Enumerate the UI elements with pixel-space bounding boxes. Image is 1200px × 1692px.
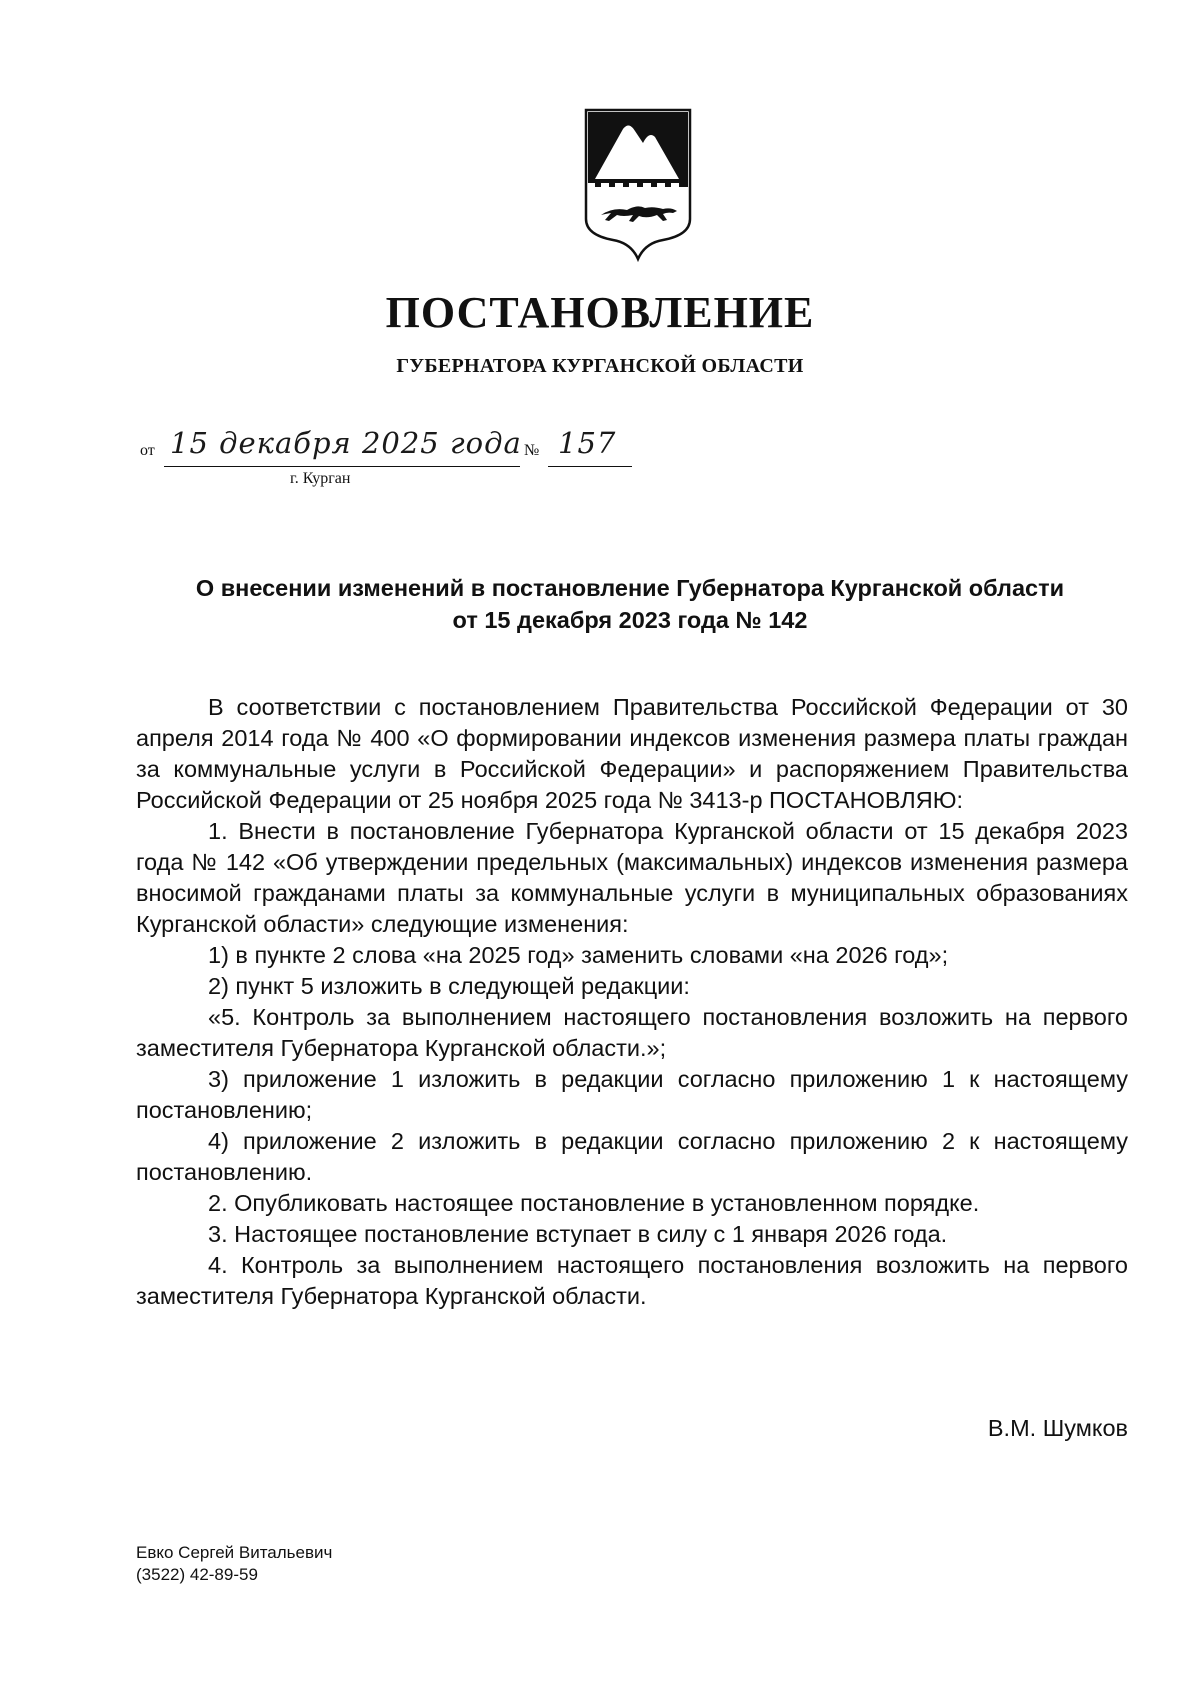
- document-title-line-2: от 15 декабря 2023 года № 142: [452, 607, 808, 633]
- coat-of-arms-icon: [583, 107, 693, 267]
- body-paragraph: 4) приложение 2 изложить в редакции согласно приложению 2 к настоящему постановлению.: [136, 1128, 1128, 1185]
- date-number-line: [140, 426, 740, 502]
- handwritten-date: 15 декабря 2025 года: [170, 426, 522, 460]
- contact-block: [136, 1542, 332, 1586]
- issuer-subheading: ГУБЕРНАТОРА КУРГАНСКОЙ ОБЛАСТИ: [396, 355, 804, 377]
- body-paragraph: 4. Контроль за выполнением настоящего постановления возложить на первого заместителя Губернатора Курганской области.: [136, 1252, 1128, 1309]
- body-paragraph: 3) приложение 1 изложить в редакции согласно приложению 1 к настоящему постановлению;: [136, 1066, 1128, 1123]
- body-paragraph: 2. Опубликовать настоящее постановление в установленном порядке.: [208, 1190, 980, 1216]
- body-paragraph: В соответствии с постановлением Правительства Российской Федерации от 30 апреля 2014 года № 400 «О формировании индексов изменения размера платы граждан за коммунальные услуги в Российской Федерации» и распоряжением Правительства Российской Федерации от 25 ноября 2025 года № 3413-р ПОСТАНОВЛЯЮ:: [136, 694, 1128, 813]
- document-title-line-1: О внесении изменений в постановление Губернатора Курганской области: [195, 575, 1065, 601]
- contact-phone: (3522) 42-89-59: [136, 1565, 258, 1584]
- body-paragraph: 1. Внести в постановление Губернатора Курганской области от 15 декабря 2023 года № 142 «Об утверждении предельных (максимальных) индексов изменения размера вносимой гражданами платы за коммунальные услуги в муниципальных образованиях Курганской области» следующие изменения:: [136, 818, 1128, 937]
- body-paragraph: 1) в пункте 2 слова «на 2025 год» заменить словами «на 2026 год»;: [208, 942, 949, 968]
- document-title: [135, 572, 1125, 636]
- date-underline: [164, 466, 520, 467]
- number-label: №: [524, 442, 540, 459]
- body-paragraph: 2) пункт 5 изложить в следующей редакции:: [208, 973, 690, 999]
- date-prefix-label: от: [140, 442, 155, 459]
- signatory-name: В.М. Шумков: [987, 1415, 1128, 1441]
- body-paragraph: «5. Контроль за выполнением настоящего постановления возложить на первого заместителя Губернатора Курганской области.»;: [136, 1004, 1128, 1061]
- body-paragraph: 3. Настоящее постановление вступает в силу с 1 января 2026 года.: [208, 1221, 948, 1247]
- contact-name: Евко Сергей Витальевич: [136, 1543, 333, 1562]
- city-label: г. Курган: [290, 470, 351, 487]
- number-underline: [548, 466, 632, 467]
- document-type-heading: ПОСТАНОВЛЕНИЕ: [385, 288, 815, 337]
- document-body: [136, 692, 1128, 1312]
- handwritten-number: 157: [558, 426, 617, 460]
